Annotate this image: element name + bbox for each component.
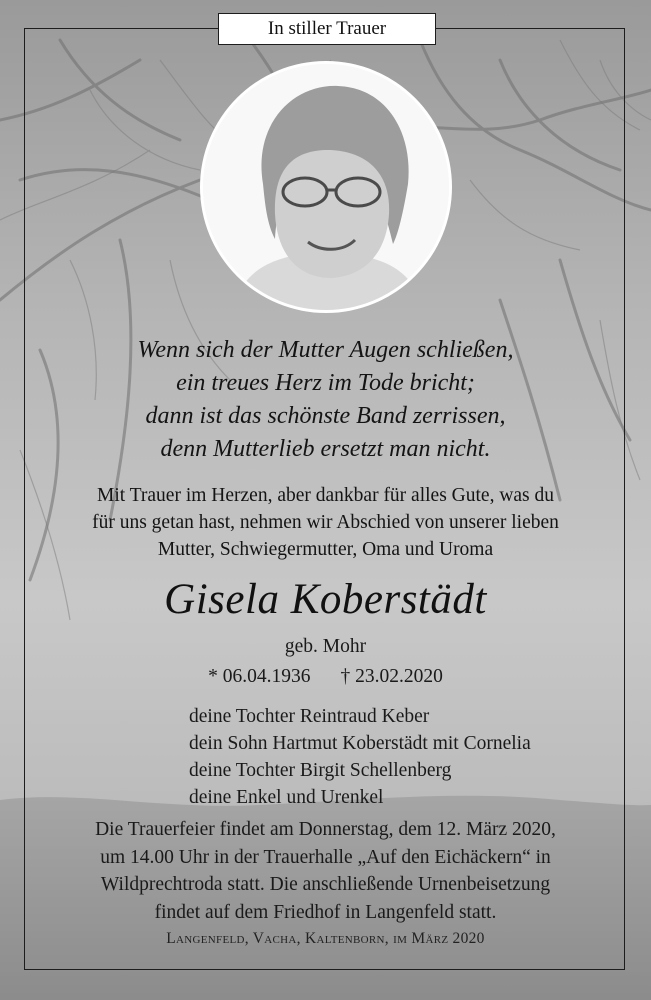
poem-line: denn Mutterlieb ersetzt man nicht. (160, 436, 491, 462)
mourner-item: deine Tochter Reintraud Keber (189, 706, 430, 727)
poem (60, 334, 591, 466)
poem-line: ein treues Herz im Tode bricht; (176, 370, 475, 396)
birth-date: * 06.04.1936 (208, 666, 311, 687)
portrait-illustration (203, 64, 449, 310)
intro-line: für uns getan hast, nehmen wir Abschied von unserer lieben (92, 512, 559, 533)
poem-line: Wenn sich der Mutter Augen schließen, (137, 337, 514, 363)
mourner-item: deine Enkel und Urenkel (189, 787, 384, 808)
intro-line: Mit Trauer im Herzen, aber dankbar für alles Gute, was du (96, 485, 555, 506)
birth-name: geb. Mohr (284, 636, 367, 657)
funeral-line: um 14.00 Uhr in der Trauerhalle „Auf den Eichäckern“ in (100, 846, 551, 868)
death-date: † 23.02.2020 (340, 666, 443, 687)
intro-text (40, 482, 611, 563)
header-label: In stiller Trauer (218, 13, 436, 45)
intro-line: Mutter, Schwiegermutter, Oma und Uroma (157, 539, 494, 560)
life-dates (40, 664, 611, 690)
mourner-item: dein Sohn Hartmut Koberstädt mit Cornelia (189, 733, 531, 754)
mourners-list (189, 703, 609, 811)
funeral-info (40, 816, 611, 926)
poem-line: dann ist das schönste Band zerrissen, (145, 403, 506, 429)
mourner-item: deine Tochter Birgit Schellenberg (189, 760, 452, 781)
deceased-name: Gisela Koberstädt (164, 576, 487, 623)
funeral-line: Die Trauerfeier findet am Donnerstag, dem 12. März 2020, (95, 819, 556, 840)
portrait-photo (203, 64, 449, 310)
funeral-line: Wildprechtroda statt. Die anschließende Urnenbeisetzung (100, 874, 551, 895)
funeral-line: findet auf dem Friedhof in Langenfeld statt. (154, 901, 497, 923)
place-date-line: Langenfeld, Vacha, Kaltenborn, im März 2020 (166, 930, 485, 947)
